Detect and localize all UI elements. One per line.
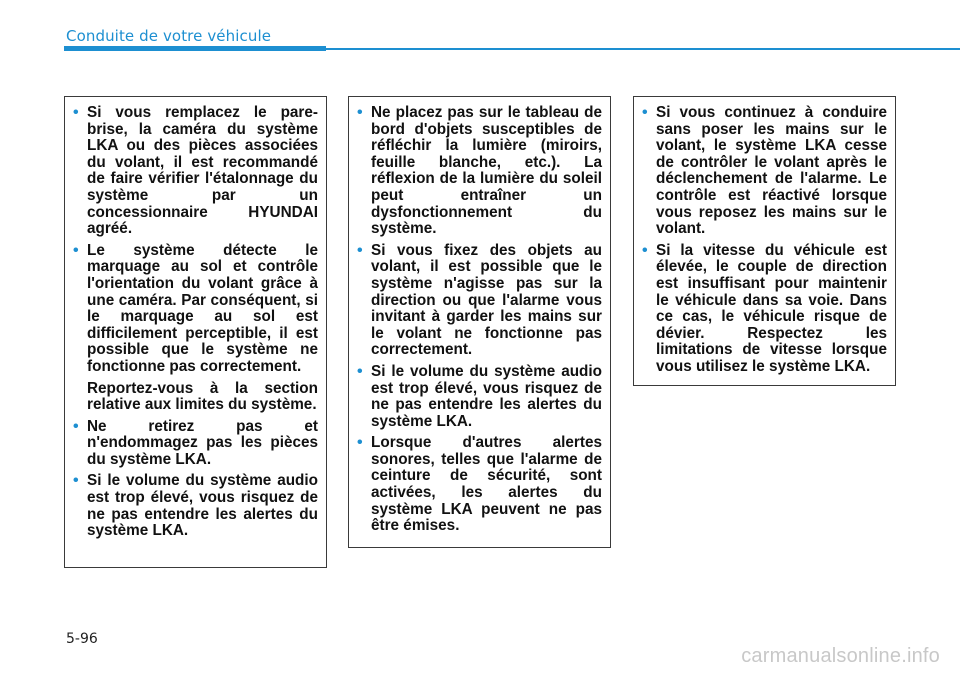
item-text: Lorsque d'autres alertes sonores, telles que l'alarme de ceinture de sécurité, sont activées, les alertes du système LKA peuvent ne pas être émises. [371, 434, 602, 535]
page-number: 5-96 [66, 631, 98, 647]
item-text: Si vous remplacez le pare-brise, la caméra du système LKA ou des pièces associées du volant, il est recommandé de faire vérifier l'étalonnage du système par un concessionnaire HYUNDAI agréé. [87, 104, 318, 238]
bullet-icon: • [642, 241, 648, 259]
bullet-icon: • [357, 241, 363, 259]
item-text: Si la vitesse du véhicule est élevée, le couple de direction est insuffisant pour maintenir le véhicule dans sa voie. Dans ce cas, le véhicule risque de dévier. Respectez les limitations de vitesse lorsque vous utilisez le système LKA. [656, 241, 887, 375]
item-text: Ne retirez pas et n'endommagez pas les pièces du système LKA. [87, 417, 318, 468]
item-text: Le système détecte le marquage au sol et contrôle l'orientation du volant grâce à une caméra. Par conséquent, si le marquage au sol est difficilement perceptible, il est possible que le système ne fonctionne pas correctement. [87, 241, 318, 375]
list-item [73, 243, 318, 376]
list-item [73, 419, 318, 469]
list-item [73, 105, 318, 238]
watermark: carmanualsonline.info [741, 645, 940, 667]
section-title: Conduite de votre véhicule [66, 27, 272, 45]
list-item [642, 243, 887, 376]
item-text: Si vous fixez des objets au volant, il est possible que le système n'agisse pas sur la direction ou que l'alarme vous invitant à garder les mains sur le volant ne fonctionne pas correctement. [371, 241, 602, 359]
bullet-icon: • [73, 104, 79, 121]
item-text: Si vous continuez à conduire sans poser les mains sur le volant, le système LKA cesse de contrôler le volant après le déclenchement de l'alarme. Le contrôle est réactivé lorsque vous reposez les mains sur le volant. [656, 104, 887, 238]
bullet-icon: • [357, 362, 363, 380]
list-item [642, 105, 887, 238]
header-rule-thick [64, 46, 326, 51]
list-item [357, 364, 602, 430]
bullet-icon: • [73, 472, 79, 490]
item-text: Si le volume du système audio est trop élevé, vous risquez de ne pas entendre les alertes du système LKA. [87, 472, 318, 540]
list-item [73, 473, 318, 539]
header-rule-thin [326, 48, 960, 50]
bullet-icon: • [642, 104, 648, 121]
list-item [357, 243, 602, 359]
item-continuation: Reportez-vous à la section relative aux limites du système. [87, 379, 318, 414]
warning-box-1 [64, 96, 327, 568]
item-text: Si le volume du système audio est trop élevé, vous risquez de ne pas entendre les alertes du système LKA. [371, 362, 602, 430]
bullet-icon: • [73, 417, 79, 435]
warning-box-3 [633, 96, 896, 386]
list-item [357, 105, 602, 238]
item-text: Ne placez pas sur le tableau de bord d'objets susceptibles de réfléchir la lumière (miroirs, feuille blanche, etc.). La réflexion de la lumière du soleil peut entraîner un dysfonctionnement du système. [371, 104, 602, 238]
bullet-icon: • [73, 241, 79, 259]
bullet-icon: • [357, 434, 363, 452]
warning-box-2 [348, 96, 611, 548]
bullet-icon: • [357, 104, 363, 121]
list-item [357, 435, 602, 535]
